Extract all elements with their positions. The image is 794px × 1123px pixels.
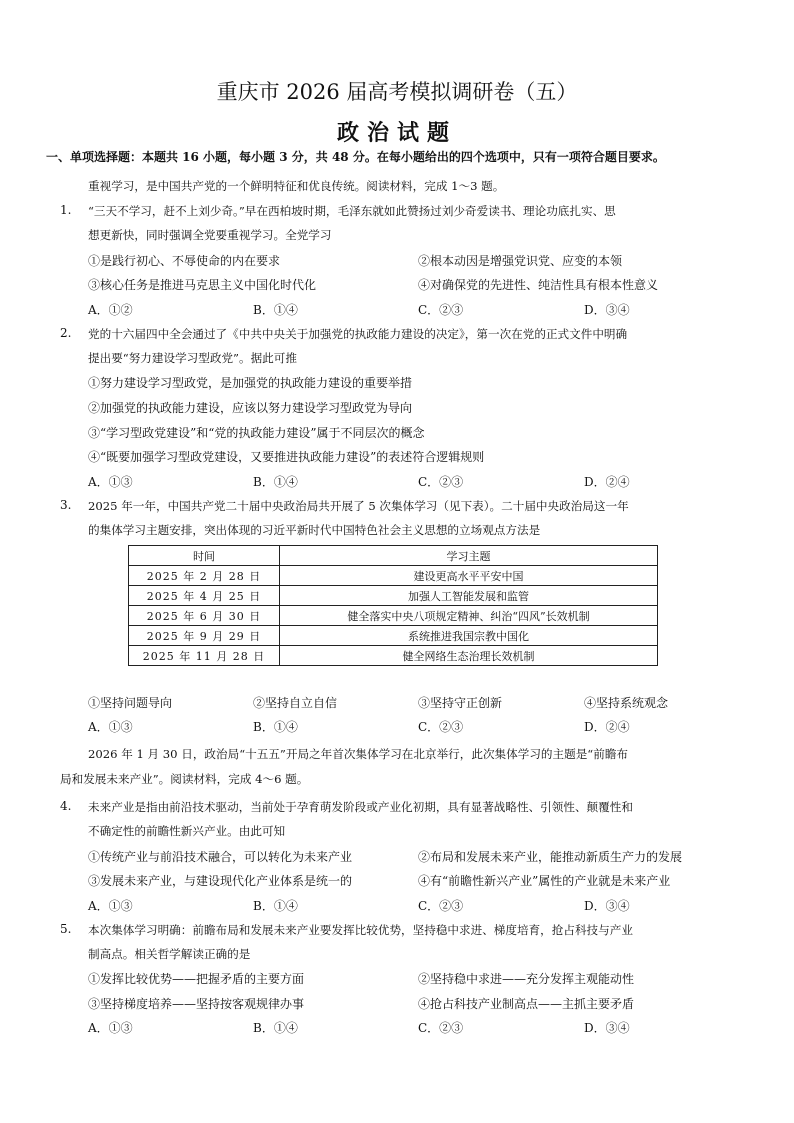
- statement-option: ④对确保党的先进性、纯洁性具有根本性意义: [418, 278, 659, 292]
- statement-option: ②加强党的执政能力建设，应该以努力建设学习型政党为导向: [88, 401, 413, 415]
- choice-c[interactable]: C．②③: [418, 899, 464, 913]
- statement-option: ③“学习型政党建设”和“党的执政能力建设”属于不同层次的概念: [88, 426, 425, 440]
- statement-option: ③核心任务是推进马克思主义中国化时代化: [88, 278, 317, 292]
- table-header-topic: 学习主题: [280, 546, 658, 566]
- study-schedule-table: [128, 545, 658, 666]
- statement-option: ①是践行初心、不辱使命的内在要求: [88, 254, 281, 268]
- table-row: [129, 626, 658, 646]
- question-number: 1.: [60, 203, 72, 217]
- question-number: 2.: [60, 326, 72, 340]
- question-number: 4.: [60, 799, 72, 813]
- table-row: [129, 646, 658, 666]
- choice-b[interactable]: B．①④: [253, 899, 298, 913]
- statement-option: ④抢占科技产业制高点——主抓主要矛盾: [418, 997, 635, 1011]
- statement-option: ②布局和发展未来产业，能推动新质生产力的发展: [418, 850, 683, 864]
- statement-option: ②根本动因是增强党识党、应变的本领: [418, 254, 623, 268]
- intro-text: 重视学习，是中国共产党的一个鲜明特征和优良传统。阅读材料，完成 1～3 题。: [88, 179, 505, 193]
- question-number: 3.: [60, 498, 72, 512]
- question-stem-line: 的集体学习主题安排，突出体现的习近平新时代中国特色社会主义思想的立场观点方法是: [88, 523, 541, 537]
- choice-d[interactable]: D．②④: [584, 475, 630, 489]
- choice-b[interactable]: B．①④: [253, 303, 298, 317]
- statement-option: ④“既要加强学习型政党建设，又要推进执政能力建设”的表述符合逻辑规则: [88, 450, 485, 464]
- choice-b[interactable]: B．①④: [253, 720, 298, 734]
- question-stem-line: 提出要“努力建设学习型政党”。据此可推: [88, 351, 297, 365]
- table-cell-date: 2025 年 6 月 30 日: [129, 606, 280, 626]
- statement-option: ④有“前瞻性新兴产业”属性的产业就是未来产业: [418, 874, 671, 888]
- table-cell-date: 2025 年 9 月 29 日: [129, 626, 280, 646]
- choice-b[interactable]: B．①④: [253, 475, 298, 489]
- question-stem-line: 想更新快，同时强调全党要重视学习。全党学习: [88, 228, 332, 242]
- choice-b[interactable]: B．①④: [253, 1021, 298, 1035]
- statement-option: ①努力建设学习型政党，是加强党的执政能力建设的重要举措: [88, 376, 413, 390]
- question-stem-line: 党的十六届四中全会通过了《中共中央关于加强党的执政能力建设的决定》，第一次在党的正式文件中明确: [88, 327, 628, 341]
- statement-option: ③发展未来产业，与建设现代化产业体系是统一的: [88, 874, 353, 888]
- question-number: 5.: [60, 922, 72, 936]
- intro-text: 2026 年 1 月 30 日，政治局“十五五”开局之年首次集体学习在北京举行，此次集体学习的主题是“前瞻布: [88, 747, 629, 761]
- choice-a[interactable]: A．①③: [88, 720, 133, 734]
- exam-subtitle: 政治试题: [336, 120, 457, 146]
- table-cell-topic: 建设更高水平平安中国: [280, 566, 658, 586]
- question-stem-line: 未来产业是指由前沿技术驱动，当前处于孕育萌发阶段或产业化初期，具有显著战略性、引领性、颠覆性和: [88, 800, 633, 814]
- table-cell-date: 2025 年 2 月 28 日: [129, 566, 280, 586]
- statement-option: ①发挥比较优势——把握矛盾的主要方面: [88, 972, 305, 986]
- choice-a[interactable]: A．①②: [88, 303, 133, 317]
- choice-a[interactable]: A．①③: [88, 475, 133, 489]
- choice-a[interactable]: A．①③: [88, 1021, 133, 1035]
- question-stem-line: 制高点。相关哲学解读正确的是: [88, 947, 251, 961]
- table-row: [129, 606, 658, 626]
- choice-c[interactable]: C．②③: [418, 1021, 464, 1035]
- table-cell-topic: 健全落实中央八项规定精神、纠治“四风”长效机制: [280, 606, 658, 626]
- choice-c[interactable]: C．②③: [418, 720, 464, 734]
- question-stem-line: “三天不学习，赶不上刘少奇。”早在西柏坡时期，毛泽东就如此赞扬过刘少奇爱读书、理论功底扎实、思: [88, 204, 616, 218]
- table-header-row: [129, 546, 658, 566]
- statement-option: ④坚持系统观念: [584, 696, 669, 710]
- statement-option: ③坚持梯度培养——坚持按客观规律办事: [88, 997, 305, 1011]
- table-row: [129, 586, 658, 606]
- exam-title: 重庆市 2026 届高考模拟调研卷（五）: [216, 80, 578, 104]
- choice-a[interactable]: A．①③: [88, 899, 133, 913]
- choice-d[interactable]: D．③④: [584, 303, 630, 317]
- statement-option: ①坚持问题导向: [88, 696, 173, 710]
- choice-c[interactable]: C．②③: [418, 475, 464, 489]
- table-cell-date: 2025 年 4 月 25 日: [129, 586, 280, 606]
- question-stem-line: 2025 年一年，中国共产党二十届中央政治局共开展了 5 次集体学习（见下表）。二十届中央政治局这一年: [88, 499, 629, 513]
- table-row: [129, 566, 658, 586]
- table-header-time: 时间: [129, 546, 280, 566]
- table-cell-topic: 健全网络生态治理长效机制: [280, 646, 658, 666]
- choice-d[interactable]: D．③④: [584, 899, 630, 913]
- choice-d[interactable]: D．③④: [584, 1021, 630, 1035]
- statement-option: ③坚持守正创新: [418, 696, 503, 710]
- table-cell-topic: 加强人工智能发展和监管: [280, 586, 658, 606]
- question-stem-line: 不确定性的前瞻性新兴产业。由此可知: [88, 824, 286, 838]
- section-heading: 一、单项选择题：本题共 16 小题，每小题 3 分，共 48 分。在每小题给出的四个选项中，只有一项符合题目要求。: [46, 150, 665, 164]
- choice-c[interactable]: C．②③: [418, 303, 464, 317]
- question-stem-line: 本次集体学习明确：前瞻布局和发展未来产业要发挥比较优势，坚持稳中求进、梯度培育，抢占科技与产业: [88, 923, 633, 937]
- statement-option: ②坚持稳中求进——充分发挥主观能动性: [418, 972, 635, 986]
- table-cell-topic: 系统推进我国宗教中国化: [280, 626, 658, 646]
- table-cell-date: 2025 年 11 月 28 日: [129, 646, 280, 666]
- statement-option: ②坚持自立自信: [253, 696, 338, 710]
- statement-option: ①传统产业与前沿技术融合，可以转化为未来产业: [88, 850, 353, 864]
- intro-text: 局和发展未来产业”。阅读材料，完成 4～6 题。: [60, 772, 309, 786]
- choice-d[interactable]: D．②④: [584, 720, 630, 734]
